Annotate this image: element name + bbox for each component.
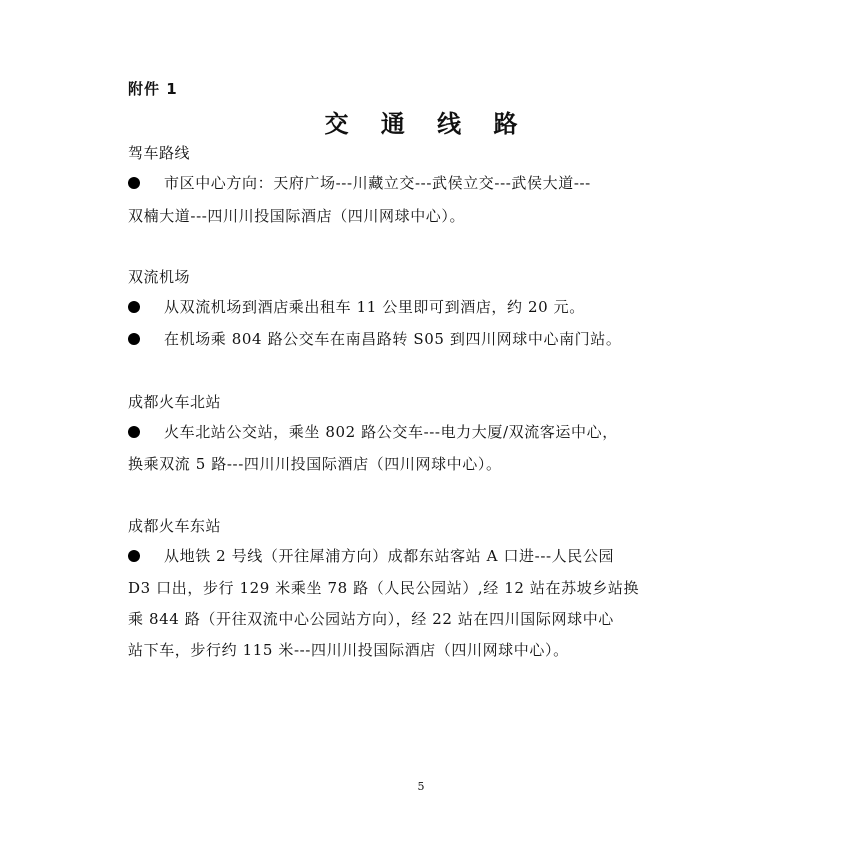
list-item-text: 在机场乘 804 路公交车在南昌路转 S05 到四川网球中心南门站。 (164, 330, 622, 348)
section-heading-east-station: 成都火车东站 (128, 517, 222, 535)
list-item (128, 328, 621, 349)
list-item-text: 市区中心方向：天府广场---川藏立交---武侯立交---武侯大道--- (164, 174, 591, 192)
list-item-continuation: D3 口出，步行 129 米乘坐 78 路（人民公园站）,经 12 站在苏坡乡站换 (128, 579, 640, 597)
list-item-text: 火车北站公交站，乘坐 802 路公交车---电力大厦/双流客运中心， (164, 423, 618, 441)
bullet-icon (128, 426, 140, 438)
list-item (128, 172, 591, 193)
list-item (128, 421, 618, 442)
section-heading-north-station: 成都火车北站 (128, 393, 222, 411)
list-item-continuation: 站下车，步行约 115 米---四川川投国际酒店（四川网球中心）。 (128, 641, 569, 659)
section-heading-airport: 双流机场 (128, 268, 191, 286)
list-item (128, 545, 614, 566)
section-heading-driving: 驾车路线 (128, 144, 191, 162)
attachment-label: 附件 1 (128, 80, 178, 98)
list-item-text: 从双流机场到酒店乘出租车 11 公里即可到酒店，约 20 元。 (164, 298, 585, 316)
page-title: 交 通 线 路 (324, 110, 530, 138)
bullet-icon (128, 333, 140, 345)
list-item-continuation: 双楠大道---四川川投国际酒店（四川网球中心）。 (128, 207, 466, 225)
list-item (128, 296, 585, 317)
page-number: 5 (417, 780, 425, 793)
list-item-text: 从地铁 2 号线（开往犀浦方向）成都东站客站 A 口进---人民公园 (164, 547, 615, 565)
bullet-icon (128, 301, 140, 313)
bullet-icon (128, 550, 140, 562)
list-item-continuation: 换乘双流 5 路---四川川投国际酒店（四川网球中心）。 (128, 455, 502, 473)
list-item-continuation: 乘 844 路（开往双流中心公园站方向），经 22 站在四川国际网球中心 (128, 610, 614, 628)
bullet-icon (128, 177, 140, 189)
